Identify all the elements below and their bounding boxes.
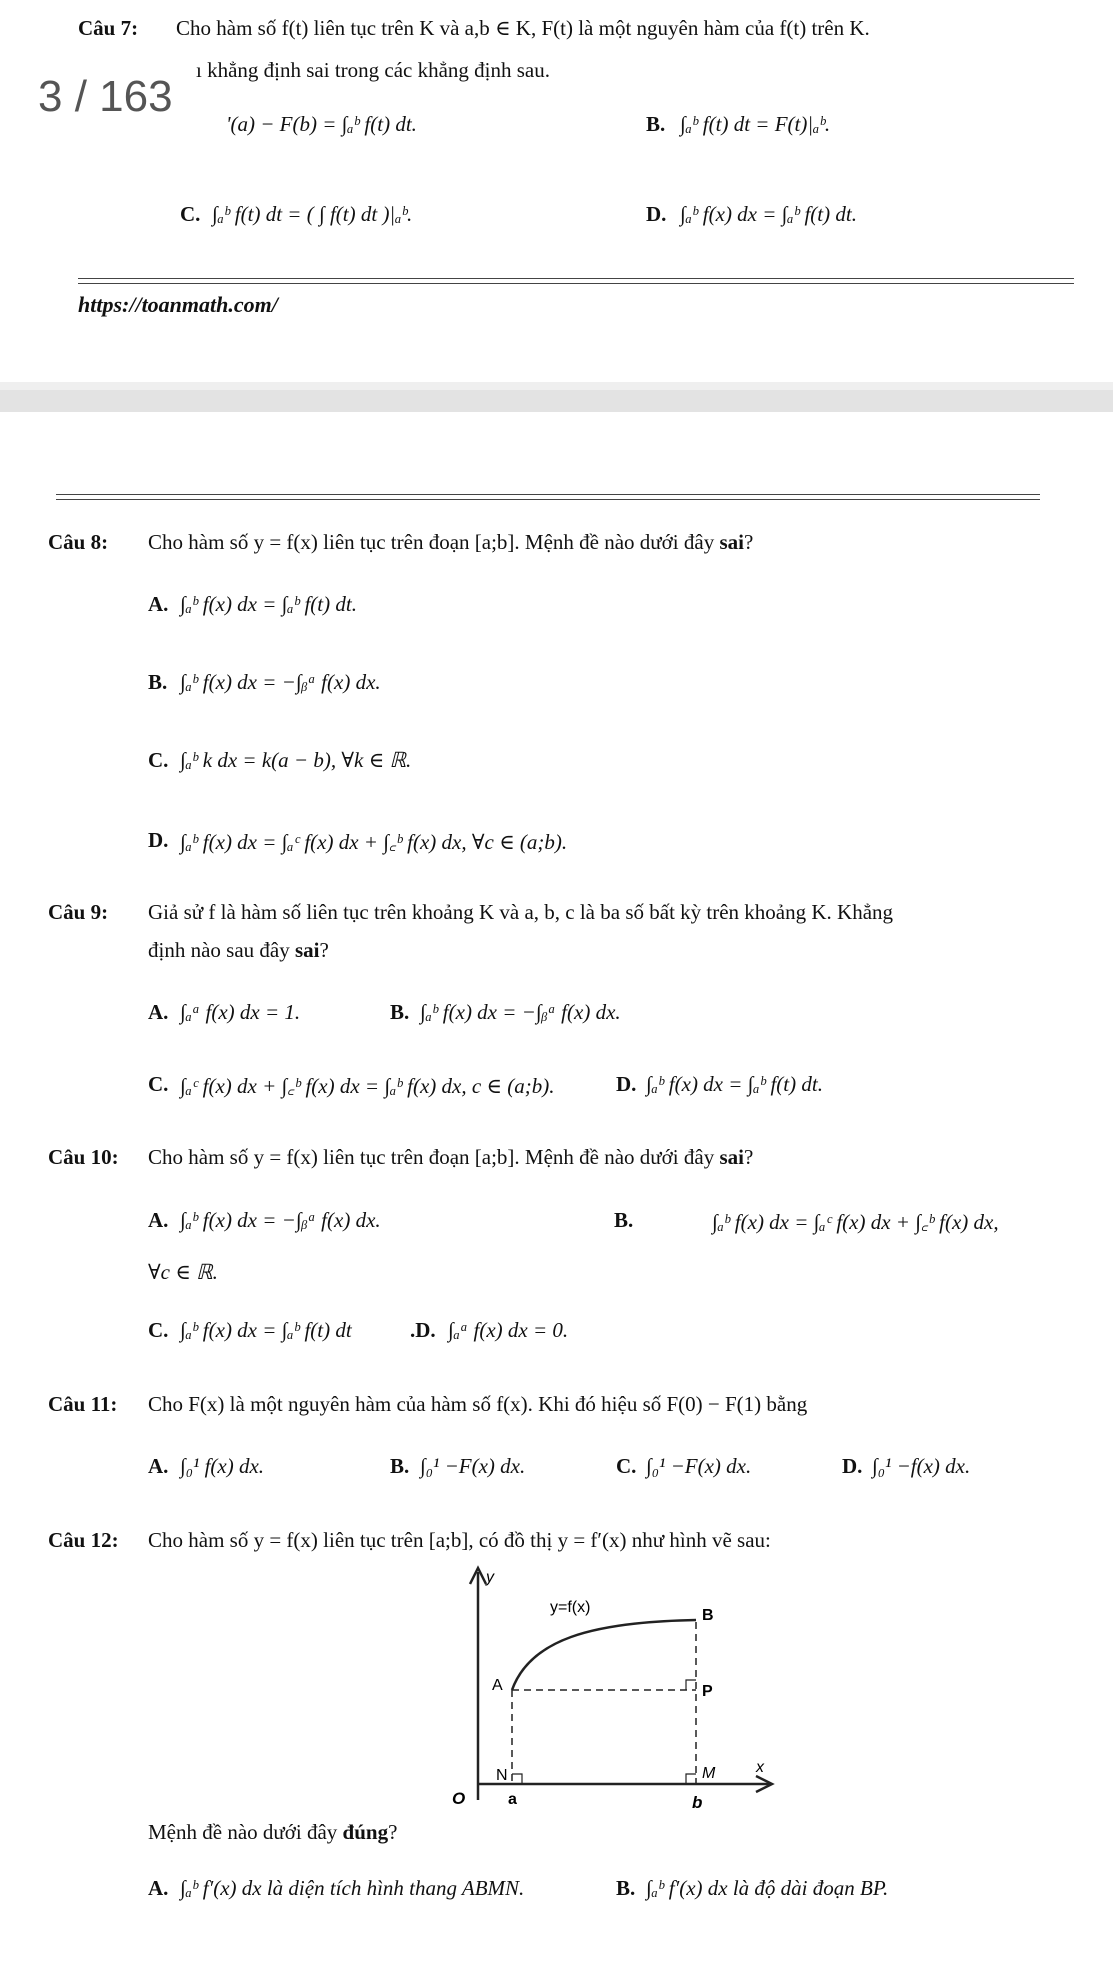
question-7-option-c: ∫ₐᵇ f(t) dt = ( ∫ f(t) dt )|ₐᵇ. [212,202,413,226]
question-9-option-d-label: D. [616,1072,637,1096]
question-12-option-b-label: B. [616,1876,636,1900]
question-8-option-b-label: B. [148,670,168,694]
question-9-option-d: ∫ₐᵇ f(x) dx = ∫ₐᵇ f(t) dt. [646,1072,823,1096]
question-10-option-b-label: B. [614,1208,634,1232]
question-8-option-c: ∫ₐᵇ k dx = k(a − b), ∀k ∈ ℝ. [180,748,412,772]
question-12-question-text: Mệnh đề nào dưới đây [148,1820,338,1844]
question-8-option-b: ∫ₐᵇ f(x) dx = −∫ᵦᵃ f(x) dx. [180,670,381,694]
question-9-label: Câu 9: [48,900,109,924]
question-8-label: Câu 8: [48,530,109,554]
question-9-option-c-label: C. [148,1072,169,1096]
question-9-option-a: ∫ₐᵃ f(x) dx = 1. [180,1000,301,1024]
question-12-stem: Cho hàm số y = f(x) liên tục trên [a;b], có đồ thị y = f′(x) như hình vẽ sau: [148,1528,771,1552]
question-8-stem [148,530,753,555]
question-7-option-c-label: C. [180,202,201,226]
label-a-tick: a [508,1791,517,1808]
right-angle-n [512,1774,522,1784]
section-divider [78,278,1074,284]
page-counter: 3 / 163 [0,66,187,128]
question-9-stem-line2 [148,938,329,963]
question-9-option-b: ∫ₐᵇ f(x) dx = −∫ᵦᵃ f(x) dx. [420,1000,621,1024]
question-7-option-d: ∫ₐᵇ f(x) dx = ∫ₐᵇ f(t) dt. [680,202,857,226]
question-10-stem-text: Cho hàm số y = f(x) liên tục trên đoạn [a;b]. Mệnh đề nào dưới đây [148,1145,715,1169]
question-10-option-d-label: .D. [410,1318,436,1342]
question-10-option-a-label: A. [148,1208,169,1232]
question-12-question-end: ? [388,1820,398,1844]
question-11-option-a-label: A. [148,1454,169,1478]
label-a-point: A [492,1677,503,1694]
question-11-option-d: ∫₀¹ −f(x) dx. [872,1454,971,1478]
label-b-tick: b [692,1793,703,1812]
question-11-option-b-label: B. [390,1454,410,1478]
question-7-stem-line2: ı khẳng định sai trong các khẳng định sau. [196,58,551,82]
question-7-option-a: '(a) − F(b) = ∫ₐᵇ f(t) dt. [226,112,417,136]
question-10-option-c: ∫ₐᵇ f(x) dx = ∫ₐᵇ f(t) dt [180,1318,352,1342]
label-b-point: B [702,1607,714,1624]
question-10-stem-end: ? [743,1145,754,1169]
label-p-point: P [702,1683,713,1700]
question-8-option-a-label: A. [148,592,169,616]
label-curve: y=f(x) [550,1599,591,1616]
label-x: x [756,1759,764,1776]
question-11-label: Câu 11: [48,1392,118,1416]
question-9-stem: Giả sử f là hàm số liên tục trên khoảng K và a, b, c là ba số bất kỳ trên khoảng K. Khẳng [148,900,894,924]
question-10-label: Câu 10: [48,1145,119,1169]
question-7-label: Câu 7: [78,16,139,40]
question-12-figure [400,1560,800,1820]
question-11-stem: Cho F(x) là một nguyên hàm của hàm số f(x). Khi đó hiệu số F(0) − F(1) bằng [148,1392,808,1416]
question-9-option-b-label: B. [390,1000,410,1024]
label-y: y [486,1569,494,1586]
question-8-option-d-label: D. [148,828,169,852]
question-7-option-b: ∫ₐᵇ f(t) dt = F(t)|ₐᵇ. [680,112,831,136]
question-9-stem-end: ? [319,938,329,962]
right-angle-m [686,1774,696,1784]
page-gap-shadow [0,382,1113,390]
question-9-option-a-label: A. [148,1000,169,1024]
question-11-option-c: ∫₀¹ −F(x) dx. [646,1454,752,1478]
question-7-option-b-label: B. [646,112,666,136]
page-gap [0,390,1113,412]
question-8-stem-emphasis: sai [719,530,744,554]
question-8-option-c-label: C. [148,748,169,772]
question-10-option-c-label: C. [148,1318,169,1342]
question-10-option-b-continued: ∀c ∈ ℝ. [148,1260,218,1284]
question-12-question-emphasis: đúng [342,1820,389,1844]
label-m-point: M [702,1765,716,1782]
curve [512,1620,696,1690]
section-divider [56,494,1040,500]
question-8-option-a: ∫ₐᵇ f(x) dx = ∫ₐᵇ f(t) dt. [180,592,357,616]
right-angle-p [686,1680,696,1690]
question-8-stem-end: ? [743,530,754,554]
question-10-stem-emphasis: sai [719,1145,744,1169]
question-8-option-d: ∫ₐᵇ f(x) dx = ∫ₐᶜ f(x) dx + ∫꜀ᵇ f(x) dx, ∀c ∈ (a;b). [180,830,568,854]
question-8-stem-text: Cho hàm số y = f(x) liên tục trên đoạn [a;b]. Mệnh đề nào dưới đây [148,530,715,554]
question-10-option-a: ∫ₐᵇ f(x) dx = −∫ᵦᵃ f(x) dx. [180,1208,381,1232]
label-n-point: N [496,1767,508,1784]
question-12-option-a: ∫ₐᵇ f′(x) dx là diện tích hình thang ABMN. [180,1876,525,1900]
question-12-question [148,1820,397,1845]
website-link[interactable]: https://toanmath.com/ [78,292,278,317]
question-12-label: Câu 12: [48,1528,119,1552]
question-7-stem: Cho hàm số f(t) liên tục trên K và a,b ∈ K, F(t) là một nguyên hàm của f(t) trên K. [176,16,870,40]
question-7-option-d-label: D. [646,202,667,226]
question-9-stem-emphasis: sai [294,938,320,962]
question-12-option-b: ∫ₐᵇ f′(x) dx là độ dài đoạn BP. [646,1876,889,1900]
question-11-option-a: ∫₀¹ f(x) dx. [180,1454,265,1478]
question-11-option-c-label: C. [616,1454,637,1478]
label-origin: O [452,1789,466,1808]
question-9-option-c: ∫ₐᶜ f(x) dx + ∫꜀ᵇ f(x) dx = ∫ₐᵇ f(x) dx, c ∈ (a;b). [180,1074,555,1098]
question-10-stem [148,1145,753,1170]
question-12-option-a-label: A. [148,1876,169,1900]
question-11-option-d-label: D. [842,1454,863,1478]
question-11-option-b: ∫₀¹ −F(x) dx. [420,1454,526,1478]
question-10-option-b: ∫ₐᵇ f(x) dx = ∫ₐᶜ f(x) dx + ∫꜀ᵇ f(x) dx, [712,1210,999,1234]
question-9-stem-text: định nào sau đây [148,938,290,962]
question-10-option-d: ∫ₐᵃ f(x) dx = 0. [448,1318,569,1342]
